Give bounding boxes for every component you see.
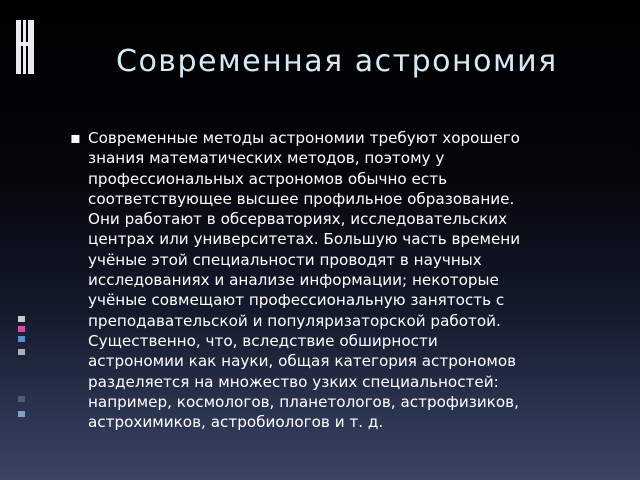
- slide-title: Современная астрономия: [116, 44, 558, 79]
- decorative-stripe: [16, 42, 34, 46]
- decorative-square: [18, 396, 25, 402]
- decorative-stripe: [16, 20, 21, 74]
- bullet-text: Современные методы астрономии требуют хорошего знания математических методов, поэтому у профессиональных астрономов обычно есть соответствующее высшее профильное образование. Они работают в обсерваториях, исследовательских центрах или университетах. Большую часть времени учёные этой специальности проводят в научных исследованиях и анализе информации; некоторые учёные совмещают профессиональную занятость с преподавательской и популяризаторской работой. Существенно, что, вследствие обширности астрономии как науки, общая категория астрономов разделяется на множество узких специальностей: например, космологов, планетологов, астрофизиков, астрохимиков, астробиологов и т. д.: [88, 129, 521, 432]
- decorative-stripes: [16, 20, 36, 74]
- decorative-squares: [18, 316, 26, 436]
- decorative-square: [18, 411, 25, 417]
- decorative-square: [18, 326, 25, 332]
- decorative-square: [18, 349, 25, 355]
- decorative-stripe: [23, 20, 26, 74]
- decorative-square: [18, 316, 25, 322]
- decorative-stripe: [28, 20, 34, 74]
- bullet-icon: ▪: [70, 128, 81, 147]
- decorative-square: [18, 336, 25, 342]
